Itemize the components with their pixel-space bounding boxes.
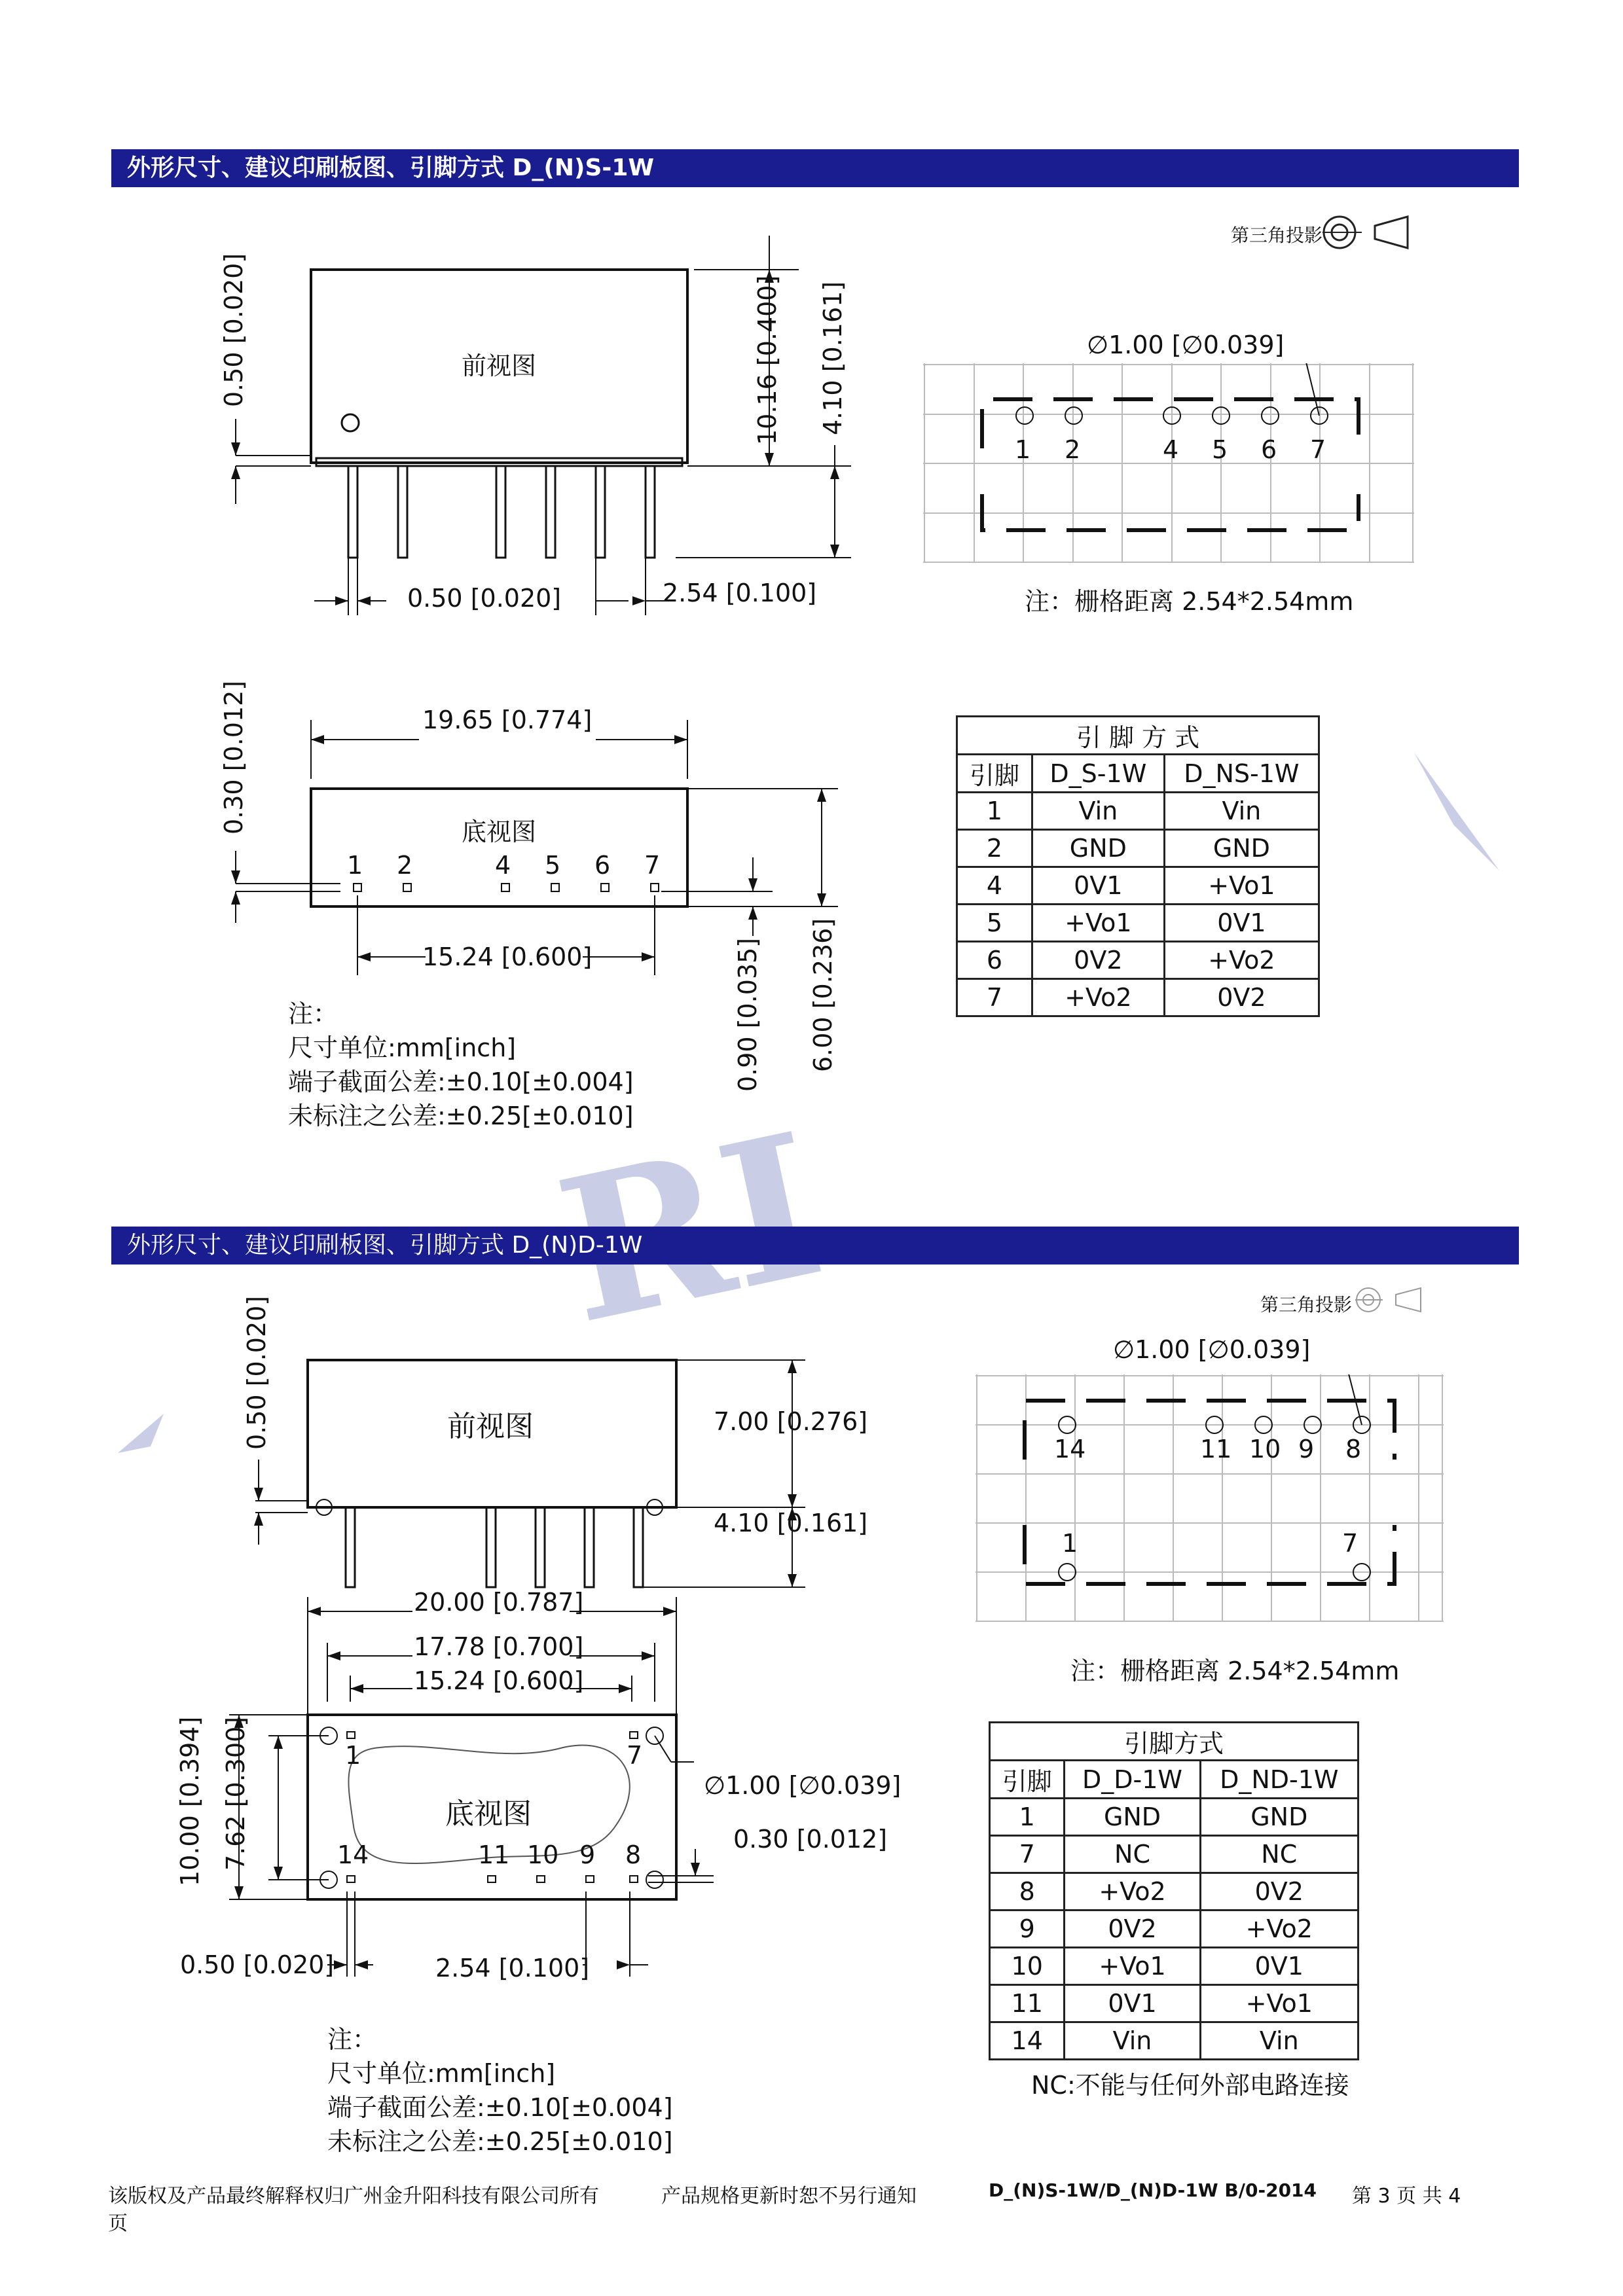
- bottom-pin-label: 8: [625, 1840, 642, 1869]
- projection-label: 第三角投影: [1231, 224, 1323, 246]
- pcb-pin-label: 14: [1054, 1435, 1086, 1463]
- footer-model: D_(N)S-1W/D_(N)D-1W B/0-2014: [989, 2179, 1317, 2201]
- pcb-pin-label: 2: [1065, 435, 1081, 464]
- front-view-drawing-2: [216, 1329, 845, 1610]
- footer-copyright-wrap: 页: [108, 2212, 128, 2235]
- dim-4-10: 4.10 [0.161]: [818, 281, 847, 435]
- pin-table-header: D_D-1W: [1065, 1761, 1200, 1799]
- note-line: 尺寸单位:mm[inch]: [288, 1033, 517, 1062]
- bottom-pin-label: 7: [644, 851, 661, 880]
- dim-hole: ∅1.00 [∅0.039]: [704, 1771, 902, 1800]
- grid-note: 注：栅格距离 2.54*2.54mm: [1025, 587, 1354, 616]
- dim-0-50-vertical: 0.50 [0.020]: [219, 253, 248, 407]
- pin-table-2: [989, 1721, 1359, 2060]
- pin-table-caption: 引脚方式: [990, 1723, 1359, 1761]
- section-title-2: 外形尺寸、建议印刷板图、引脚方式 D_(N)D-1W: [111, 1227, 1519, 1265]
- table-row: 4 0V1 +Vo1: [957, 867, 1319, 905]
- bottom-pin-label: 14: [337, 1840, 369, 1869]
- pcb-pin-label: 4: [1163, 435, 1179, 464]
- note-line: 未标注之公差:±0.25[±0.010]: [327, 2127, 673, 2156]
- dim-0-30: 0.30 [0.012]: [733, 1825, 888, 1854]
- front-view-label: 前视图: [447, 1410, 534, 1443]
- dim-7-00: 7.00 [0.276]: [714, 1407, 868, 1436]
- pcb-pin-label: 1: [1062, 1529, 1078, 1558]
- bottom-pin-label: 5: [545, 851, 561, 880]
- bottom-pin-label: 9: [579, 1840, 596, 1869]
- table-row: 11 0V1 +Vo1: [990, 1985, 1359, 2022]
- table-row: 5 +Vo1 0V1: [957, 905, 1319, 942]
- bottom-pin-label: 1: [345, 1741, 361, 1770]
- pin-table-header: D_NS-1W: [1164, 755, 1319, 793]
- dim-2-54: 2.54 [0.100]: [435, 1954, 590, 1982]
- pcb-pin-label: 11: [1200, 1435, 1232, 1463]
- pcb-pin-label: 8: [1345, 1435, 1362, 1463]
- pin-table-caption: 引 脚 方 式: [957, 717, 1319, 755]
- pin-table-header: 引脚: [990, 1761, 1065, 1799]
- pcb-layout-1: [923, 363, 1421, 566]
- pcb-pin-label: 1: [1015, 435, 1031, 464]
- table-row: 2 GND GND: [957, 830, 1319, 867]
- table-row: 1 Vin Vin: [957, 793, 1319, 830]
- front-view-drawing-1: [210, 223, 884, 628]
- pcb-pin-label: 5: [1212, 435, 1228, 464]
- dim-17-78: 17.78 [0.700]: [414, 1632, 584, 1661]
- watermark-arrow: [1408, 746, 1506, 877]
- pin-table-header: 引脚: [957, 755, 1032, 793]
- dim-7-62: 7.62 [0.300]: [221, 1716, 250, 1871]
- table-row: 9 0V2 +Vo2: [990, 1910, 1359, 1948]
- note-heading: 注：: [327, 2025, 378, 2054]
- dim-20-00: 20.00 [0.787]: [414, 1588, 584, 1617]
- dim-0-50-horizontal: 0.50 [0.020]: [407, 584, 562, 613]
- front-view-label: 前视图: [462, 351, 537, 380]
- dim-15-24: 15.24 [0.600]: [422, 942, 593, 971]
- dim-2-54: 2.54 [0.100]: [663, 579, 817, 607]
- pcb-layout-2: [976, 1374, 1447, 1623]
- bottom-view-label: 底视图: [462, 817, 537, 846]
- dim-10-00: 10.00 [0.394]: [175, 1716, 204, 1886]
- table-row: 6 0V2 +Vo2: [957, 942, 1319, 979]
- dim-0-30: 0.30 [0.012]: [219, 680, 248, 834]
- third-angle-projection-icon: [1322, 213, 1421, 252]
- footer-copyright: 该版权及产品最终解释权归广州金升阳科技有限公司所有: [108, 2185, 599, 2208]
- table-row: 8 +Vo2 0V2: [990, 1873, 1359, 1910]
- bottom-pin-label: 4: [495, 851, 511, 880]
- dim-0-50-vertical: 0.50 [0.020]: [242, 1295, 271, 1450]
- table-row: 14 Vin Vin: [990, 2022, 1359, 2060]
- grid-note: 注：栅格距离 2.54*2.54mm: [1070, 1657, 1400, 1685]
- nc-note: NC:不能与任何外部电路连接: [1031, 2071, 1349, 2100]
- section-title-1: 外形尺寸、建议印刷板图、引脚方式 D_(N)S-1W: [111, 149, 1519, 187]
- bottom-pin-label: 6: [594, 851, 611, 880]
- dim-15-24: 15.24 [0.600]: [414, 1666, 584, 1695]
- bottom-view-label: 底视图: [445, 1797, 532, 1831]
- watermark-arrow-left: [111, 1407, 170, 1460]
- pcb-pin-label: 10: [1249, 1435, 1281, 1463]
- bottom-pin-label: 11: [478, 1840, 510, 1869]
- note-heading: 注：: [288, 999, 338, 1028]
- pin-table-header: D_ND-1W: [1200, 1761, 1358, 1799]
- bottom-pin-label: 10: [527, 1840, 559, 1869]
- table-row: 10 +Vo1 0V1: [990, 1948, 1359, 1985]
- note-line: 端子截面公差:±0.10[±0.004]: [288, 1067, 634, 1096]
- pcb-pin-label: 6: [1261, 435, 1277, 464]
- bottom-pin-label: 2: [397, 851, 413, 880]
- pcb-hole-label: ∅1.00 [∅0.039]: [1113, 1335, 1311, 1364]
- pcb-pin-label: 9: [1298, 1435, 1315, 1463]
- bottom-pin-label: 1: [347, 851, 363, 880]
- bottom-pin-label: 7: [627, 1741, 643, 1770]
- dim-6-00: 6.00 [0.236]: [809, 918, 837, 1072]
- pcb-hole-label: ∅1.00 [∅0.039]: [1087, 331, 1285, 359]
- third-angle-projection-icon: [1355, 1284, 1434, 1317]
- dim-10-16: 10.16 [0.400]: [753, 275, 782, 445]
- footer-update-note: 产品规格更新时恕不另行通知: [661, 2185, 917, 2208]
- pcb-pin-label: 7: [1342, 1529, 1359, 1558]
- table-row: 7 +Vo2 0V2: [957, 979, 1319, 1016]
- projection-label: 第三角投影: [1260, 1294, 1353, 1316]
- footer-page: 第 3 页 共 4: [1352, 2185, 1461, 2208]
- dim-0-50-horizontal: 0.50 [0.020]: [180, 1950, 335, 1979]
- note-line: 未标注之公差:±0.25[±0.010]: [288, 1102, 634, 1130]
- note-line: 尺寸单位:mm[inch]: [327, 2059, 556, 2088]
- pin-table-header: D_S-1W: [1032, 755, 1164, 793]
- table-row: 7 NC NC: [990, 1836, 1359, 1873]
- pcb-pin-label: 7: [1310, 435, 1326, 464]
- table-row: 1 GND GND: [990, 1799, 1359, 1836]
- dim-0-90: 0.90 [0.035]: [733, 937, 762, 1092]
- dim-19-65: 19.65 [0.774]: [422, 706, 593, 734]
- note-line: 端子截面公差:±0.10[±0.004]: [327, 2093, 673, 2122]
- pin-table-1: [956, 715, 1320, 1017]
- dim-4-10: 4.10 [0.161]: [714, 1509, 868, 1537]
